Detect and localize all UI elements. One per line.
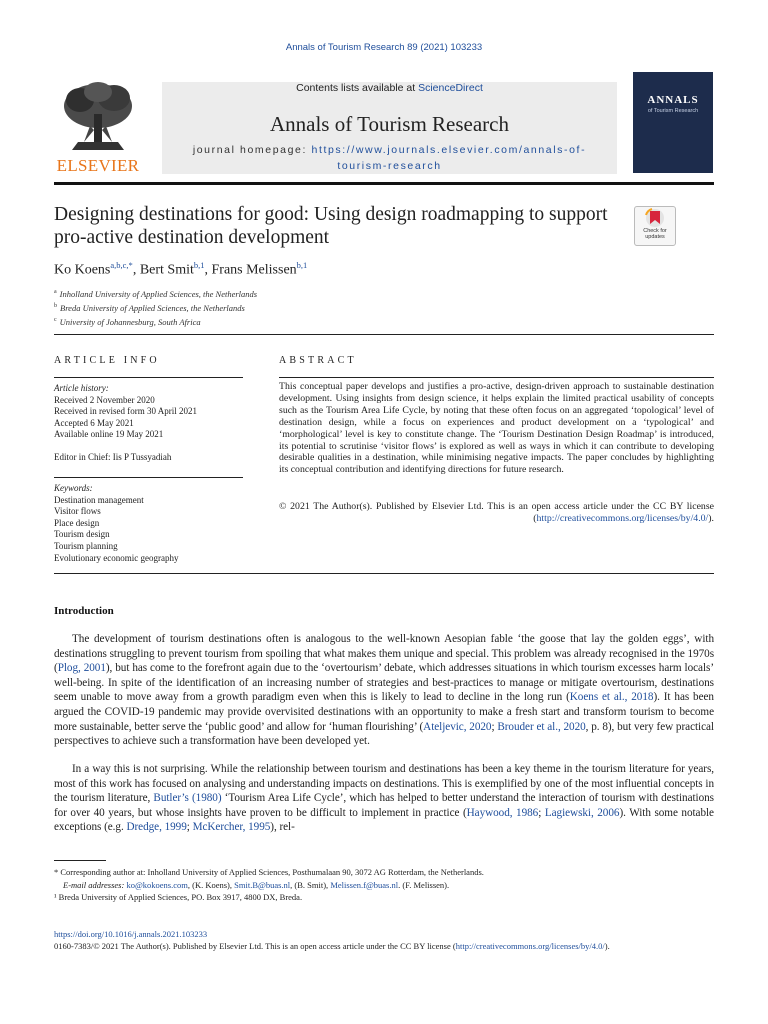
journal-citation[interactable]: Annals of Tourism Research 89 (2021) 103233 [285, 42, 483, 53]
history-item: Received 2 November 2020 [54, 394, 155, 405]
author-name: Bert Smit [139, 262, 194, 278]
affiliation-list [54, 286, 257, 327]
citation-link[interactable]: Haywood, 1986 [466, 806, 539, 819]
citation-link[interactable]: Koens et al., 2018 [569, 691, 654, 704]
affiliation [54, 300, 257, 314]
author-list [54, 260, 307, 279]
email-koens[interactable]: ko@kokoens.com [126, 879, 188, 890]
email-addresses [54, 879, 714, 892]
author-name: Frans Melissen [211, 262, 297, 278]
issn-end: ). [604, 940, 610, 951]
keyword-item: Evolutionary economic geography [54, 552, 179, 563]
keywords-block [54, 483, 254, 564]
keyword-item: Destination management [54, 494, 144, 505]
license-link[interactable]: http://creativecommons.org/licenses/by/4.0/ [536, 513, 709, 524]
body-text-run: ‘Tourism Area Life Cycle’, which has helped to better understand the interaction of tourism with destinations for over 40 years, but whose insights have proven to be difficult to implement in practice ( [54, 792, 714, 819]
affiliation-mark: b [54, 302, 57, 309]
journal-title: Annals of Tourism Research [269, 112, 509, 136]
emails-label: E-mail addresses: [63, 879, 127, 890]
keyword-item: Visitor flows [54, 506, 101, 517]
bookmark-icon [635, 207, 675, 229]
affiliation-text: Inholland University of Applied Sciences, the Netherlands [59, 288, 258, 299]
body-text-run: ; [538, 806, 545, 819]
header-rule [54, 182, 714, 185]
journal-cover-image[interactable] [633, 72, 713, 173]
footnote-rule [54, 860, 106, 861]
issn-text: 0160-7383/© 2021 The Author(s). Published by Elsevier Ltd. This is an open access article under the CC BY license ( [54, 940, 456, 951]
article-history [54, 383, 254, 464]
body-text-run: ), but has come to the forefront again due to the ‘overtourism’ debate, which addresses situations in which tourism excesses harm locals’ well-being. In spite of the identification of an increasing number of strategies and best-practices to manage or mitigate overtourism, destinations seem unable to move away from a growth paradigm even when this is likely to lead to decline in the long run ( [54, 662, 714, 704]
body-text-run: ). It has been argued the COVID-19 pandemic may provide overvisited destinations with an opportunity to make a fresh start and transform tourism to become more sustainable, better serve the ‘public good’ and allow for ‘human flourishing’ ( [54, 691, 714, 733]
title-rule [54, 334, 714, 335]
citation-link[interactable]: McKercher, 1995 [192, 821, 271, 834]
author-separator: , [132, 262, 140, 278]
email-melissen-name: . (F. Melissen). [398, 879, 450, 890]
contents-prefix: Contents lists available at [296, 82, 419, 94]
abstract-text: This conceptual paper develops and justifies a pro-active, design-driven approach to sustainable destination development. Using insights from design science, it helps explain the limited practical usability of concepts such as the Tourism Area Life Cycle, by noting that these often focus on an aggregated ‘topological’ level of destination design, while a focus on experiences and product development on a ‘typological’ and ‘morphological’ level is key to constitute change. The ‘Tourism Destination Design Roadmap’ is introduced, its potential to scrutinise ‘visitor flows’ is explored as well as ways in which it can contribute to developing desirable qualities in a destination, while minimising negative impacts. The paper concludes by highlighting its conceptual contribution and identifying directions for future research. [279, 381, 714, 476]
elsevier-wordmark: ELSEVIER [56, 156, 140, 175]
intro-paragraph-2 [54, 762, 714, 835]
editor-line: Editor in Chief: Iis P Tussyadiah [54, 451, 172, 462]
author-affiliation-mark[interactable]: b,1 [296, 260, 308, 270]
corresponding-author-note: * Corresponding author at: Inholland University of Applied Sciences, Posthumalaan 90, 3072 AG Rotterdam, the Netherlands. [54, 867, 484, 877]
body-text-run: , p. 8), but very few practical perspectives to achieve such a transformation have been developed yet. [54, 720, 714, 748]
body-text-run: ; [186, 821, 193, 834]
bottom-license-link[interactable]: http://creativecommons.org/licenses/by/4.0/ [455, 940, 605, 951]
article-info-rule [54, 377, 243, 378]
cover-title: ANNALS [647, 94, 699, 106]
paper-title: Designing destinations for good: Using design roadmapping to support pro-active destination development [54, 204, 608, 248]
keywords-label: Keywords: [54, 483, 93, 493]
footnotes [54, 866, 714, 904]
history-item: Received in revised form 30 April 2021 [54, 406, 197, 417]
journal-homepage [172, 142, 607, 174]
body-text-run: ), rel- [270, 821, 295, 834]
cover-subtitle: of Tourism Research [647, 108, 699, 114]
bottom-doi-block [54, 929, 714, 952]
citation-link[interactable]: Brouder et al., 2020 [497, 720, 586, 733]
email-koens-name: , (K. Koens), [187, 879, 235, 890]
body-text-run: ). With some notable exceptions (e.g. [54, 806, 714, 834]
affiliation-text: Breda University of Applied Sciences, the Netherlands [60, 302, 245, 313]
abstract-bottom-rule [54, 573, 714, 574]
check-for-updates-label: Check for updates [643, 228, 667, 240]
citation-link[interactable]: Plog, 2001 [57, 662, 106, 675]
homepage-link[interactable]: https://www.journals.elsevier.com/annals-of-tourism-research [311, 144, 587, 172]
copyright-text: © 2021 The Author(s). Published by Elsevier Ltd. This is an open access article under the CC BY license ( [279, 501, 714, 524]
affiliation-mark: a [54, 289, 57, 295]
introduction-heading: Introduction [54, 605, 114, 617]
history-list [54, 395, 254, 441]
citation-link[interactable]: Dredge, 1999 [126, 821, 187, 834]
citation-link[interactable]: Ateljevic, 2020 [423, 720, 492, 733]
abstract-heading: ABSTRACT [279, 355, 357, 366]
author-name: Ko Koens [54, 262, 111, 278]
affiliation [54, 314, 257, 328]
email-smit-name: , (B. Smit), [290, 879, 331, 890]
issn-line [54, 941, 714, 953]
keyword-list [54, 495, 254, 565]
copyright-end: ). [708, 513, 714, 524]
abstract-copyright [279, 501, 714, 525]
affiliation-text: University of Johannesburg, South Africa [59, 316, 201, 327]
body-text-run: In a way this is not surprising. While the relationship between tourism and destinations has been a key theme in the tourism literature for years, most of this work has focused on analysing and understanding impacts on destinations. This is exemplified by one of the most influential concepts in the tourism literature, [54, 763, 714, 805]
author-affiliation-mark[interactable]: b,1 [193, 260, 205, 270]
keyword-item: Tourism design [54, 529, 110, 540]
history-label: Article history: [54, 383, 109, 393]
citation-link[interactable]: Butler’s (1980) [153, 792, 222, 805]
doi-link[interactable]: https://doi.org/10.1016/j.annals.2021.103233 [54, 929, 208, 939]
affiliation-mark: c [54, 316, 57, 323]
check-for-updates-button[interactable] [634, 206, 676, 246]
keyword-item: Place design [54, 517, 100, 528]
homepage-prefix: journal homepage: [192, 144, 312, 156]
body-text-run: The development of tourism destinations often is analogous to the well-known Aesopian fable ‘the goose that lay the golden eggs’, with destinations struggling to prevent tourism from spoiling that what makes them unique and special. This problem was already recognised in the 1970s ( [54, 633, 714, 675]
history-item: Available online 19 May 2021 [54, 429, 164, 440]
footnote-1: ¹ Breda University of Applied Sciences, PO. Box 3917, 4800 DX, Breda. [54, 892, 303, 902]
email-melissen[interactable]: Melissen.f@buas.nl [330, 879, 399, 890]
sciencedirect-link[interactable]: ScienceDirect [418, 82, 483, 94]
body-text-run: ; [491, 720, 498, 733]
abstract-rule [279, 377, 714, 378]
author-affiliation-mark[interactable]: a,b,c,* [110, 260, 133, 270]
intro-paragraph-1 [54, 632, 714, 749]
email-smit[interactable]: Smit.B@buas.nl [234, 879, 291, 890]
citation-link[interactable]: Lagiewski, 2006 [544, 806, 620, 819]
author-separator: , [204, 262, 212, 278]
article-info-heading: ARTICLE INFO [54, 355, 160, 366]
keyword-item: Tourism planning [54, 540, 118, 551]
history-item: Accepted 6 May 2021 [54, 417, 134, 428]
affiliation [54, 286, 257, 300]
contents-line [162, 82, 617, 94]
keywords-rule [54, 477, 243, 478]
